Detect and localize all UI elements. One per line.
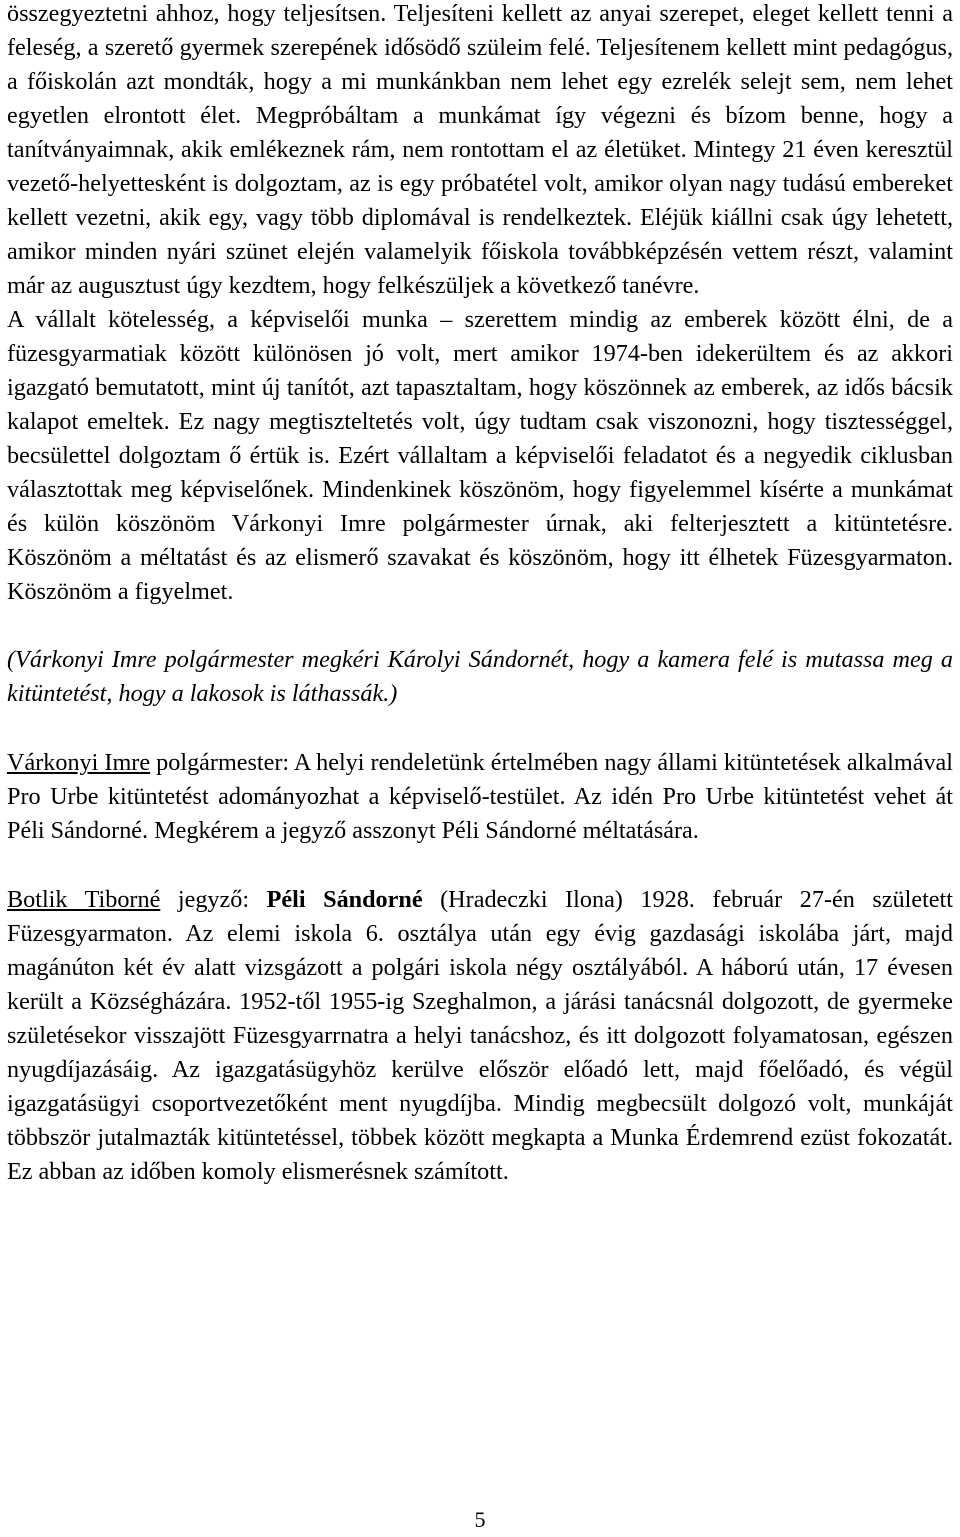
speech-paragraph [7,883,953,1189]
body-paragraph: összegyeztetni ahhoz, hogy teljesítsen. Teljesíteni kellett az anyai szerepet, eleget kellett tenni a feleség, a szerető gyermek szerepének idősödő szüleim felé. Teljesítenem kellett mint pedagógus, a főiskolán azt mondták, hogy a mi munkánkban nem lehet egy ezrelék selejt sem, nem lehet egyetlen elrontott élet. Megpróbáltam a munkámat így végezni és bízom benne, hogy a tanítványaimnak, akik emlékeznek rám, nem rontottam el az életüket. Mintegy 21 éven keresztül vezető-helyettesként is dolgoztam, az is egy próbatétel volt, amikor olyan nagy tudású embereket kellett vezetni, akik egy, vagy több diplomával is rendelkeztek. Eléjük kiállni csak úgy lehetett, amikor minden nyári szünet elején valamelyik főiskola továbbképzésén vettem részt, valamint már az augusztust úgy kezdtem, hogy felkészüljek a következő tanévre. [7,0,953,299]
speaker-role: jegyző: [160,886,267,913]
body-paragraph: A vállalt kötelesség, a képviselői munka – szerettem mindig az emberek között élni, de a füzesgyarmatiak között különösen jó volt, mert amikor 1974-ben idekerültem és az akkori igazgató bemutatott, mint új tanítót, azt tapasztaltam, hogy köszönnek az emberek, az idős bácsik kalapot emeltek. Ez nagy megtiszteltetés volt, úgy tudtam csak viszonozni, hogy tisztességgel, becsülettel dolgoztam ő értük is. Ezért vállaltam a képviselői feladatot és a negyedik ciklusban választottak meg képviselőnek. Mindenkinek köszönöm, hogy figyelemmel kísérte a munkámat és külön köszönöm Várkonyi Imre polgármester úrnak, aki felterjesztett a kitüntetésre. Köszönöm a méltatást és az elismerő szavakat és köszönöm, hogy itt élhetek Füzesgyarmaton. Köszönöm a figyelmet. [7,306,953,605]
page-number: 5 [474,1507,486,1532]
document-page [7,0,953,1189]
honoree-name: Péli Sándorné [266,886,423,913]
speech-text: polgármester: A helyi rendeletünk értelmében nagy állami kitüntetések alkalmával Pro Urbe kitüntetést adományozhat a képviselő-testület. Az idén Pro Urbe kitüntetést vehet át Péli Sándorné. Megkérem a jegyző asszonyt Péli Sándorné méltatására. [7,749,953,844]
speech-text: (Hradeczki Ilona) 1928. február 27-én született Füzesgyarmaton. Az elemi iskola 6. osztálya után egy évig gazdasági iskolába járt, majd magánúton két év alatt vizsgázott a polgári iskola négy osztályából. A háború után, 17 évesen került a Községházára. 1952-től 1955-ig Szeghalmon, a járási tanácsnál dolgozott, de gyermeke születésekor visszajött Füzesgyarrnatra a helyi tanácshoz, és itt dolgozott folyamatosan, egészen nyugdíjazásáig. Az igazgatásügyhöz kerülve először előadó lett, majd főelőadó, és végül igazgatásügyi csoportvezetőként ment nyugdíjba. Mindig megbecsült dolgozó volt, munkáját többször jutalmazták kitüntetéssel, többek között megkapta a Munka Érdemrend ezüst fokozatát. Ez abban az időben komoly elismerésnek számított. [7,886,953,1185]
stage-direction-paragraph: (Várkonyi Imre polgármester megkéri Károlyi Sándornét, hogy a kamera felé is mutassa meg a kitüntetést, hogy a lakosok is láthassák.) [7,646,953,707]
speech-paragraph [7,746,953,848]
speaker-name: Várkonyi Imre [7,749,151,776]
speaker-name: Botlik Tiborné [7,886,161,913]
